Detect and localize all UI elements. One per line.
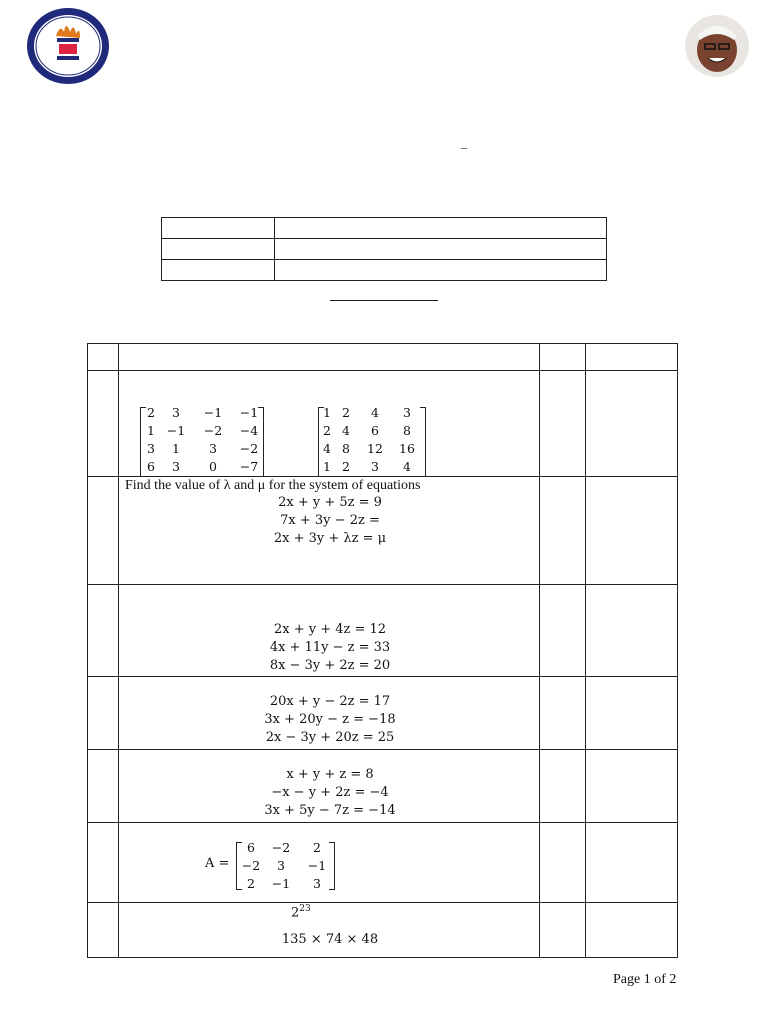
equation: 4x + 11y − z = 33	[269, 640, 391, 655]
product-expression	[120, 931, 540, 949]
equation: 3x + 5y − 7z = −14	[264, 803, 396, 818]
founder-portrait	[684, 14, 750, 78]
matrix-a	[144, 404, 266, 476]
power-base: 2	[291, 905, 300, 921]
matrix-cell: −2	[271, 840, 291, 855]
college-logo	[26, 6, 110, 86]
row-divider	[87, 476, 678, 477]
question-text: Find the value of λ and μ for the system of equations	[125, 478, 421, 493]
equation-group	[120, 693, 540, 747]
matrix-cell: 4	[403, 459, 411, 474]
power-expression	[291, 904, 311, 920]
matrix-bracket-right	[420, 407, 426, 477]
equation: 2x − 3y + 20z = 25	[265, 730, 395, 745]
equation: 7x + 3y − 2z =	[280, 513, 380, 528]
matrix-b	[320, 404, 422, 476]
matrix-cell: 3	[371, 459, 379, 474]
matrix-cell: 8	[342, 441, 350, 456]
info-cell	[275, 260, 607, 281]
matrix-cell: 2	[342, 405, 350, 420]
matrix-cell: 6	[247, 840, 255, 855]
equation: 2x + y + 4z = 12	[273, 622, 387, 637]
matrix-cell: −1	[203, 405, 223, 420]
info-cell	[162, 239, 275, 260]
equation: 3x + 20y − z = −18	[264, 712, 396, 727]
row-divider	[87, 676, 678, 677]
equation: x + y + z = 8	[286, 767, 374, 782]
info-table	[161, 217, 607, 281]
matrix-cell: 3	[172, 459, 180, 474]
matrix-cell: −1	[271, 876, 291, 891]
matrix-cell: 4	[323, 441, 331, 456]
matrix-cell: 2	[313, 840, 321, 855]
matrix-cell: 4	[371, 405, 379, 420]
matrix-cell: 0	[209, 459, 217, 474]
equation: 8x − 3y + 2z = 20	[269, 658, 391, 673]
matrix-cell: −1	[307, 858, 327, 873]
matrix-label: A =	[205, 856, 230, 871]
header-dash: –	[461, 140, 467, 154]
equation: −x − y + 2z = −4	[271, 785, 389, 800]
matrix-cell: 6	[147, 459, 155, 474]
equation: 20x + y − 2z = 17	[269, 694, 391, 709]
matrix-cell: 2	[247, 876, 255, 891]
matrix-cell: −1	[239, 405, 259, 420]
info-cell	[275, 218, 607, 239]
matrix-cell: 1	[323, 459, 331, 474]
equation-group	[120, 494, 540, 548]
matrix-cell: 2	[323, 423, 331, 438]
row-divider	[87, 902, 678, 903]
col-divider	[585, 343, 586, 958]
matrix-cell: 4	[342, 423, 350, 438]
matrix-cell: 1	[147, 423, 155, 438]
matrix-cell: 12	[367, 441, 383, 456]
matrix-cell: 1	[172, 441, 180, 456]
matrix-cell: −2	[241, 858, 261, 873]
matrix-cell: 3	[313, 876, 321, 891]
equation-group	[120, 621, 540, 675]
matrix-cell: −7	[239, 459, 259, 474]
row-divider	[87, 370, 678, 371]
equation-group	[120, 766, 540, 820]
row-divider	[87, 584, 678, 585]
matrix-a	[240, 839, 334, 893]
matrix-cell: 3	[277, 858, 285, 873]
matrix-cell: 2	[342, 459, 350, 474]
info-cell	[275, 239, 607, 260]
product: 135 × 74 × 48	[281, 932, 379, 947]
power-exponent: 23	[299, 904, 311, 914]
info-cell	[162, 260, 275, 281]
matrix-cell: 8	[403, 423, 411, 438]
col-divider	[118, 343, 119, 958]
page-number: Page 1 of 2	[613, 972, 677, 987]
matrix-cell: 1	[323, 405, 331, 420]
matrix-cell: 6	[371, 423, 379, 438]
info-cell	[162, 218, 275, 239]
row-divider	[87, 749, 678, 750]
matrix-cell: −2	[203, 423, 223, 438]
equation: 2x + 3y + λz = μ	[273, 531, 387, 546]
matrix-cell: −2	[239, 441, 259, 456]
matrix-cell: 3	[172, 405, 180, 420]
matrix-cell: 3	[209, 441, 217, 456]
matrix-cell: 3	[147, 441, 155, 456]
matrix-cell: 3	[403, 405, 411, 420]
underline	[330, 300, 438, 301]
matrix-cell: 2	[147, 405, 155, 420]
matrix-cell: −1	[166, 423, 186, 438]
matrix-bracket-right	[258, 407, 264, 477]
matrix-cell: −4	[239, 423, 259, 438]
row-divider	[87, 822, 678, 823]
matrix-bracket-right	[329, 842, 335, 890]
matrix-cell: 16	[399, 441, 415, 456]
equation: 2x + y + 5z = 9	[278, 495, 382, 510]
